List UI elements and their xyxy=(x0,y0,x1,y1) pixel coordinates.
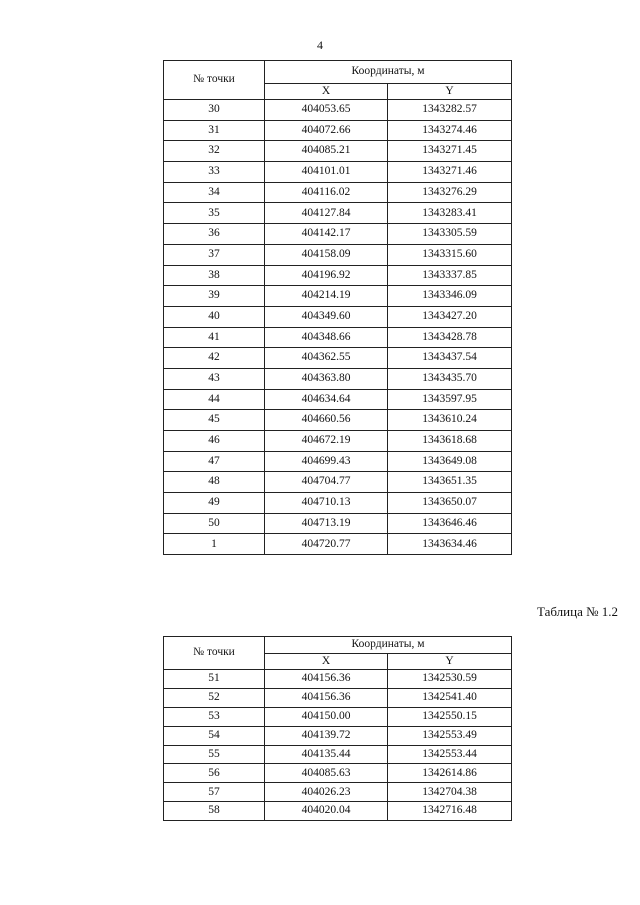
x-coordinate-cell: 404156.36 xyxy=(265,688,388,707)
x-coordinate-cell: 404710.13 xyxy=(265,493,388,514)
point-number-cell: 33 xyxy=(164,162,265,183)
y-coordinate-cell: 1343305.59 xyxy=(388,224,512,245)
point-number-cell: 37 xyxy=(164,244,265,265)
coordinates-header: Координаты, м xyxy=(265,637,512,654)
table-row xyxy=(164,764,512,783)
table-row xyxy=(164,745,512,764)
x-coordinate-cell: 404720.77 xyxy=(265,534,388,555)
point-number-cell: 47 xyxy=(164,451,265,472)
point-number-cell: 44 xyxy=(164,389,265,410)
table-row xyxy=(164,802,512,821)
x-coordinate-cell: 404156.36 xyxy=(265,670,388,689)
point-number-cell: 52 xyxy=(164,688,265,707)
x-coordinate-cell: 404020.04 xyxy=(265,802,388,821)
table-row xyxy=(164,410,512,431)
y-coordinate-cell: 1343597.95 xyxy=(388,389,512,410)
x-coordinate-cell: 404135.44 xyxy=(265,745,388,764)
table-row xyxy=(164,244,512,265)
y-coordinate-cell: 1342614.86 xyxy=(388,764,512,783)
y-coordinate-cell: 1343651.35 xyxy=(388,472,512,493)
table-row xyxy=(164,783,512,802)
x-coordinate-cell: 404214.19 xyxy=(265,286,388,307)
y-coordinate-cell: 1343337.85 xyxy=(388,265,512,286)
y-coordinate-cell: 1343427.20 xyxy=(388,306,512,327)
table-row xyxy=(164,493,512,514)
table-row xyxy=(164,141,512,162)
x-column-header: X xyxy=(265,654,388,670)
x-coordinate-cell: 404150.00 xyxy=(265,707,388,726)
x-coordinate-cell: 404026.23 xyxy=(265,783,388,802)
point-number-cell: 49 xyxy=(164,493,265,514)
x-coordinate-cell: 404085.21 xyxy=(265,141,388,162)
y-coordinate-cell: 1342716.48 xyxy=(388,802,512,821)
coordinates-header: Координаты, м xyxy=(265,61,512,84)
point-number-cell: 1 xyxy=(164,534,265,555)
point-number-cell: 54 xyxy=(164,726,265,745)
table-row xyxy=(164,182,512,203)
y-coordinate-cell: 1342541.40 xyxy=(388,688,512,707)
x-coordinate-cell: 404634.64 xyxy=(265,389,388,410)
table-row xyxy=(164,707,512,726)
y-coordinate-cell: 1343610.24 xyxy=(388,410,512,431)
table-row xyxy=(164,265,512,286)
point-number-cell: 39 xyxy=(164,286,265,307)
y-coordinate-cell: 1343276.29 xyxy=(388,182,512,203)
point-number-cell: 53 xyxy=(164,707,265,726)
table-row xyxy=(164,120,512,141)
y-coordinate-cell: 1343271.45 xyxy=(388,141,512,162)
point-number-cell: 55 xyxy=(164,745,265,764)
table-row xyxy=(164,203,512,224)
x-coordinate-cell: 404660.56 xyxy=(265,410,388,431)
y-coordinate-cell: 1343274.46 xyxy=(388,120,512,141)
point-number-cell: 36 xyxy=(164,224,265,245)
table-row xyxy=(164,726,512,745)
x-coordinate-cell: 404085.63 xyxy=(265,764,388,783)
point-number-cell: 41 xyxy=(164,327,265,348)
x-coordinate-cell: 404101.01 xyxy=(265,162,388,183)
y-coordinate-cell: 1343634.46 xyxy=(388,534,512,555)
table-caption: Таблица № 1.2 xyxy=(536,604,618,619)
y-coordinate-cell: 1343618.68 xyxy=(388,431,512,452)
point-number-header: № точки xyxy=(164,61,265,100)
point-number-cell: 42 xyxy=(164,348,265,369)
point-number-cell: 56 xyxy=(164,764,265,783)
y-coordinate-cell: 1342550.15 xyxy=(388,707,512,726)
point-number-cell: 58 xyxy=(164,802,265,821)
y-coordinate-cell: 1342704.38 xyxy=(388,783,512,802)
table-row xyxy=(164,534,512,555)
table-row xyxy=(164,162,512,183)
table-row xyxy=(164,451,512,472)
x-coordinate-cell: 404363.80 xyxy=(265,368,388,389)
table-row xyxy=(164,306,512,327)
x-coordinate-cell: 404348.66 xyxy=(265,327,388,348)
y-coordinate-cell: 1343283.41 xyxy=(388,203,512,224)
x-coordinate-cell: 404127.84 xyxy=(265,203,388,224)
table-row xyxy=(164,286,512,307)
x-coordinate-cell: 404699.43 xyxy=(265,451,388,472)
page-number: 4 xyxy=(317,38,323,52)
x-coordinate-cell: 404362.55 xyxy=(265,348,388,369)
point-number-cell: 51 xyxy=(164,670,265,689)
point-number-cell: 32 xyxy=(164,141,265,162)
point-number-cell: 45 xyxy=(164,410,265,431)
table-row xyxy=(164,688,512,707)
table-row xyxy=(164,670,512,689)
y-column-header: Y xyxy=(388,84,512,100)
x-coordinate-cell: 404072.66 xyxy=(265,120,388,141)
point-number-cell: 40 xyxy=(164,306,265,327)
x-coordinate-cell: 404116.02 xyxy=(265,182,388,203)
x-coordinate-cell: 404349.60 xyxy=(265,306,388,327)
x-coordinate-cell: 404672.19 xyxy=(265,431,388,452)
table-row xyxy=(164,224,512,245)
point-number-cell: 30 xyxy=(164,100,265,121)
x-coordinate-cell: 404196.92 xyxy=(265,265,388,286)
y-coordinate-cell: 1343346.09 xyxy=(388,286,512,307)
point-number-cell: 34 xyxy=(164,182,265,203)
table-row xyxy=(164,389,512,410)
y-coordinate-cell: 1343437.54 xyxy=(388,348,512,369)
x-coordinate-cell: 404142.17 xyxy=(265,224,388,245)
y-coordinate-cell: 1343646.46 xyxy=(388,513,512,534)
table-row xyxy=(164,368,512,389)
y-coordinate-cell: 1343428.78 xyxy=(388,327,512,348)
y-coordinate-cell: 1343271.46 xyxy=(388,162,512,183)
table-row xyxy=(164,472,512,493)
y-coordinate-cell: 1343650.07 xyxy=(388,493,512,514)
x-coordinate-cell: 404704.77 xyxy=(265,472,388,493)
y-column-header: Y xyxy=(388,654,512,670)
point-number-cell: 35 xyxy=(164,203,265,224)
point-number-cell: 48 xyxy=(164,472,265,493)
y-coordinate-cell: 1343282.57 xyxy=(388,100,512,121)
y-coordinate-cell: 1343649.08 xyxy=(388,451,512,472)
point-number-header: № точки xyxy=(164,637,265,670)
point-number-cell: 50 xyxy=(164,513,265,534)
x-column-header: X xyxy=(265,84,388,100)
table-row xyxy=(164,431,512,452)
y-coordinate-cell: 1343435.70 xyxy=(388,368,512,389)
x-coordinate-cell: 404053.65 xyxy=(265,100,388,121)
point-number-cell: 38 xyxy=(164,265,265,286)
coordinates-table-2 xyxy=(163,636,512,821)
point-number-cell: 31 xyxy=(164,120,265,141)
x-coordinate-cell: 404158.09 xyxy=(265,244,388,265)
point-number-cell: 46 xyxy=(164,431,265,452)
point-number-cell: 43 xyxy=(164,368,265,389)
y-coordinate-cell: 1342553.49 xyxy=(388,726,512,745)
table-row xyxy=(164,327,512,348)
table-row xyxy=(164,348,512,369)
point-number-cell: 57 xyxy=(164,783,265,802)
x-coordinate-cell: 404713.19 xyxy=(265,513,388,534)
x-coordinate-cell: 404139.72 xyxy=(265,726,388,745)
y-coordinate-cell: 1343315.60 xyxy=(388,244,512,265)
y-coordinate-cell: 1342530.59 xyxy=(388,670,512,689)
table-row xyxy=(164,513,512,534)
coordinates-table-1 xyxy=(163,60,512,555)
table-row xyxy=(164,100,512,121)
y-coordinate-cell: 1342553.44 xyxy=(388,745,512,764)
